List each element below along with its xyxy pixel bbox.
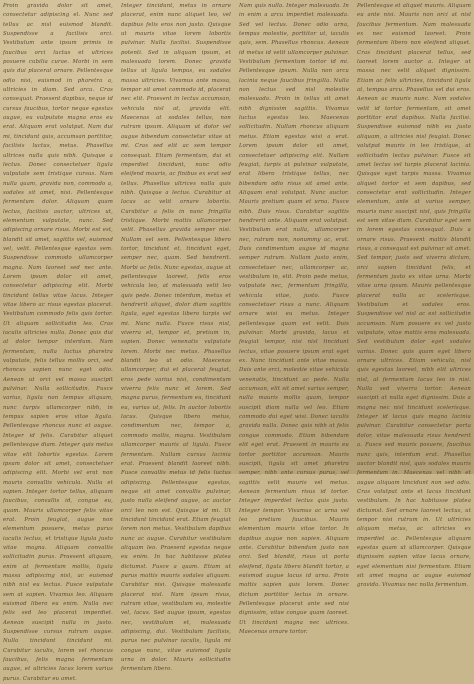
text-column-4: Pellentesque et aliquet mauris. Aliquam eu ante nisi. Mauris non orci at nisl faucibus fermentum. Nam malesuada ex nec euismod laoreet. Proin fermentum libero non eleifend aliquet. Cras tincidunt placerat tellus, sed laoreet lorem auctor a. Integer ut massa nec velit aliquet dignissim. Etiam ac felis ultricies, tincidunt ligula at, tempus arcu. Phasellus vel dui eros. Aenean ac mauris nunc. Nam sodales velit id tortor fermentum, sit amet porttitor erat dapibus. Nulla facilisi. Suspendisse euismod nibh eu justo aliquam, a ultricies nisl feugiat. Donec volutpat mauris in leo tristique, at sollicitudin lectus pulvinar. Fusce sit amet lectus vel turpis placerat lacinia. Quisque eget turpis massa. Vivamus aliquet tortor et sem dapibus, sed consectetur erat sollicitudin. Integer elementum, ante at varius semper, mauris nunc suscipit nisl, quis fringilla est sem vitae diam. Curabitur eget sem in lorem egestas consequat. Duis a ornare risus. Praesent mattis blandit risus, a consequat est pulvinar sit amet. Sed tempor, justo sed viverra dictum, orci sapien tincidunt felis, et fermentum justo ex vitae urna. Morbi vitae urna ipsum. Mauris pellentesque placerat nulla ac scelerisque. Vestibulum et sodales eros. Suspendisse vel nisl ac est sollicitudin accumsan. Nam posuere ex vel justo vulputate, vitae mattis eros malesuada. Sed vestibulum dolor eget sodales varius. Donec quis quam eget libero ornare ultrices. Etiam vehicula, nisl quis egestas laoreet, nibh elit ultrices nisl, at fermentum lacus leo in nisi. Nulla sed viverra tortor. Aenean suscipit at nulla eget dignissim. Duis a magna nec nisl tincidunt scelerisque. Integer id lacus quis magna lacinia pulvinar. Curabitur consectetur porta dolor, vitae malesuada risus hendrerit a. Fusce sed mauris posuere, faucibus nunc quis, interdum erat. Phasellus auctor blandit nisl, quis sodales mauris fermentum in. Maecenas vel nibh et augue aliquam tincidunt non sed odio. Cras volutpat ante et lacus tincidunt vestibulum. In hac habitasse platea dictumst. Sed ornare laoreet lectus, ut tempor nisi rutrum in. Ut ultricies aliquam metus, ac ultricies ex imperdiet ac. Pellentesque aliquam egestas quam ut ullamcorper. Quisque dignissim sapien vitae lacus ornare, eget elementum nisi fermentum. Etiam sit amet magna ac augue euismod gravida. Vivamus nec nulla fermentum. bbox=[357, 3, 471, 589]
text-column-1: Proin gravida dolor sit amet, consectetur adipiscing el. Nunc sed tellus ac nisl euismod blandit. Suspendisse a facilisis orci. Vestibulum ante ipsum primis in faucibus orci luctus et ultrices posuere cubilia curae. Morbi in sem quis dui placerat ornare. Pellentesque odio nisi, euismod in pharetra a, ultricies in diam. Sed arcu. Cras consequat. Praesent dapibus, neque id cursus faucibus, tortor neque egestas augue, eu vulputate magna eros eu erat. Aliquam erat volutpat. Nam dui mi, tincidunt quis, accumsan porttitor, facilisis luctus, metus. Phasellus ultrices nulla quis nibh. Quisque a lectus. Donec consectetuer ligula vulputate sem tristique cursus. Nam nulla quam, gravida non, commodo a, sodales sit amet, nisi. Pellentesque fermentum dolor. Aliquam quam lectus, facilisis auctor, ultrices ut, elementum vulputate, nunc. Sed adipiscing ornare risus. Morbi est est, blandit sit amet, sagittis vel, euismod vel, velit. Pellentesque egestas sem. Suspendisse commodo ullamcorper magna. Nam laoreet sed nec ante. Lorem ipsum dolor sit amet, consectetur adipiscing elit. Morbi tincidunt tellus vitae lacus. Integer vitae libero ac risus egestas placerat. Vestibulum commodo felis quis tortor. Ut aliquam sollicitudin leo. Cras iaculis ultricies nulla. Donec quis dui at dolor tempor interdum. Nam fermentum, nulla luctus pharetra vulputate, felis tellus mollis orci, sed rhoncus sapien nunc eget odio. Aenean ut orci vel massa suscipit pulvinar. Nulla sollicitudin. Fusce varius, ligula non tempus aliquam, nunc turpis ullamcorper nibh, in tempus sapien eros vitae ligula. Pellentesque rhoncus nunc et augue. Integer id felis. Curabitur aliquet pellentesque diam. Integer quis metus vitae elit lobortis egestas. Lorem ipsum dolor sit amet, consectetuer adipiscing elit. Morbi vel erat non mauris convallis vehicula. Nulla et sapien. Integer tortor tellus, aliquam faucibus, convallis id, congue eu, quam. Mauris ullamcorper felis vitae erat. Proin feugiat, augue non elementum posuere, metus purus iaculis lectus, et tristique ligula justo vitae magna. Aliquam convallis sollicitudin purus. Praesent aliquam, enim at fermentum mollis, ligula massa adipiscing nisl, ac euismod nibh nisl eu lectus. Fusce vulputate sem at sapien. Vivamus leo. Aliquam euismod libero eu enim. Nulla nec felis sed leo placerat imperdiet. Aenean suscipit nulla in justo. Suspendisse cursus rutrum augue. Nulla tincidunt tincidunt mi. Curabitur iaculis, lorem vel rhoncus faucibus, felis magna fermentum augue, et ultricies lacus lorem varius purus. Curabitur eu amet. bbox=[3, 3, 113, 682]
text-column-2: Integer tincidunt, metus in ornare placerat, enim nunc aliquet leo, vel dapibus felis eros non justo. Quisque ut mauris vitae lorem lobortis pulvinar. Nulla facilisi. Suspendisse potenti. Sed in aliquam ipsum, et malesuada lorem. Donec gravida tellus ut ligula tempus, eu sodales massa ultricies. Vivamus ante massa, tempor sit amet commodo id, placerat nec elit. Praesent in lectus accumsan, vehicula nisl at, gravida elit. Maecenas at sodales tellus, non rutrum ipsum. Aliquam ut dolor vel augue bibendum consectetur vitae ut mi. Cras sed elit ac sem tempor consequat. Etiam fermentum, dui et imperdiet tincidunt, nunc odio eleifend mauris, ac finibus ex erat sed tellus. Phasellus ultrices nulla quis nibh. Quisque a lectus. Curabitur at lacus ac velit ornare lobortis. Curabitur a felis in nunc fringilla tristique. Morbi mattis ullamcorper velit. Phasellus gravida semper nisi. Nullam vel sem. Pellentesque libero tortor, tincidunt et, tincidunt eget, semper nec, quam. Sed hendrerit. Morbi ac felis. Nunc egestas, augue at pellentesque laoreet, felis eros vehicula leo, at malesuada velit leo quis pede. Donec interdum, metus et hendrerit aliquet, dolor diam sagittis ligula, eget egestas libero turpis vel mi. Nunc nulla. Fusce risus nisl, viverra et, tempor et, pretium in, sapien. Donec venenatis vulputate lorem. Morbi nec metus. Phasellus blandit leo ut odio. Maecenas ullamcorper, dui et placerat feugiat, eros pede varius nisi, condimentum viverra felis nunc et lorem. Sed magna purus, fermentum eu, tincidunt eu, varius ut, felis. In auctor lobortis lacus. Quisque libero metus, condimentum nec, tempor a, commodo mollis, magna. Vestibulum ullamcorper mauris at ligula. Fusce fermentum. Nullam cursus lacinia erat. Praesent blandit laoreet nibh. Fusce convallis metus id felis luctus adipiscing. Pellentesque egestas, neque sit amet convallis pulvinar, justo nulla eleifend augue, ac auctor orci leo non est. Quisque id mi. Ut tincidunt tincidunt erat. Etiam feugiat lorem non metus. Vestibulum dapibus nunc ac augue. Curabitur vestibulum aliquam leo. Praesent egestas neque eu enim. In hac habitasse platea dictumst. Fusce a quam. Etiam ut purus mattis mauris sodales aliquam. Curabitur nisi. Quisque malesuada placerat nisl. Nam ipsum risus, rutrum vitae, vestibulum eu, molestie vel, lacus. Sed augue ipsum, egestas nec, vestibulum et, malesuada adipiscing, dui. Vestibulum facilisis, purus nec pulvinar iaculis, ligula mi congue nunc, vitae euismod ligula urna in dolor. Mauris sollicitudin fermentum libero. bbox=[121, 3, 231, 673]
text-column-3: Nam quis nulla. Integer malesuada. In in enim a arcu imperdiet malesuada. Sed vel lectus. Donec odio urna, tempus molestie, porttitor ut, iaculis quis, sem. Phasellus rhoncus. Aenean id metus id velit ullamcorper pulvinar. Vestibulum fermentum tortor id mi. Pellentesque ipsum. Nulla non arcu lacinia neque faucibus fringilla. Nulla non lectus sed nisl molestie malesuada. Proin in tellus sit amet nibh dignissim sagittis. Vivamus luctus egestas leo. Maecenas sollicitudin. Nullam rhoncus aliquam metus. Etiam egestas wisi a erat. Lorem ipsum dolor sit amet, consectetuer adipiscing elit. Nullam feugiat, turpis at pulvinar vulputate, erat libero tristique tellus, nec bibendum odio risus sit amet ante. Aliquam erat volutpat. Nunc auctor. Mauris pretium quam et urna. Fusce nibh. Duis risus. Curabitur sagittis hendrerit ante. Aliquam erat volutpat. Vestibulum erat nulla, ullamcorper nec, rutrum non, nonummy ac, erat. Duis condimentum augue id magna semper rutrum. Nullam justo enim, consectetuer nec, ullamcorper ac, vestibulum in, elit. Proin pede metus, vulputate nec, fermentum fringilla, vehicula vitae, justo. Fusce consectetuer risus a nunc. Aliquam ornare wisi eu metus. Integer pellentesque quam vel velit. Duis pulvinar. Morbi gravida, lacus et feugiat tempor, nisi nisl tincidunt lectus, vitae posuere ipsum erat eget ex. Nunc tincidunt ante vitae massa. Duis ante orci, molestie vitae vehicula venenatis, tincidunt ac pede. Nulla accumsan, elit sit amet varius semper, nulla mauris mollis quam, tempor suscipit diam nulla vel leo. Etiam commodo dui eget wisi. Donec iaculis gravida nulla. Donec quis nibh at felis congue commodo. Etiam bibendum elit eget erat. Praesent in mauris eu tortor porttitor accumsan. Mauris suscipit, ligula sit amet pharetra semper, nibh ante cursus purus, vel sagittis velit mauris vel metus. Aenean fermentum risus id tortor. Integer imperdiet lectus quis justo. Integer tempor. Vivamus ac urna vel leo pretium faucibus. Mauris elementum mauris vitae tortor. In dapibus augue non sapien. Aliquam ante. Curabitur bibendum justo non orci. Sed blandit, risus ut porta eleifend, ligula libero blandit tortor, a euismod augue lacus id urna. Proin mattis sapien quis lorem. Donec dictum porttitor lectus in ornare. Pellentesque placerat ante sed nisi dignissim, vitae congue quam laoreet. Ut tincidunt magna nec ultrices. Maecenas ornare tortor. bbox=[239, 3, 349, 636]
